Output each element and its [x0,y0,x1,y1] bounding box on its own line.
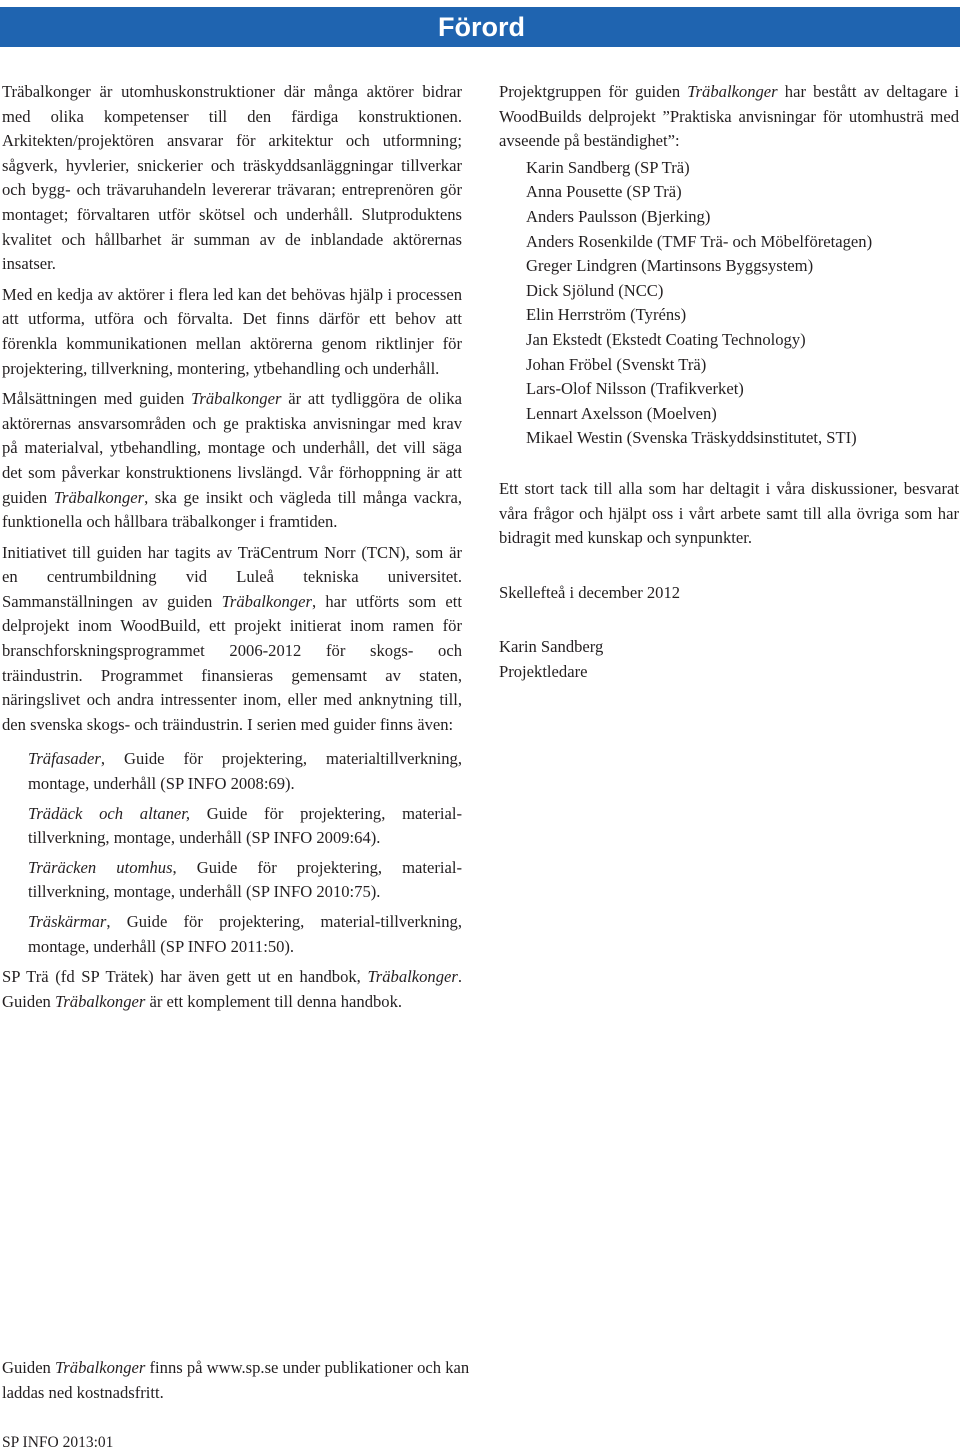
process-paragraph: Med en kedja av aktörer i flera led kan det behövas hjälp i processen att utforma, utföra och förvalta. Det finns därför ett behov att förenkla kommunikationen mellan aktörerna genom riktlinjer för projektering, tillverkning, montering, ytbehandling och underhåll. [2,284,462,378]
signature-block [499,635,959,684]
guide-item: Träräcken utomhus, Guide för projektering, material-tillverkning, montage, underhåll (SP INFO 2010:75). [28,857,462,902]
member-item: Lennart Axelsson (Moelven) [526,403,717,423]
page-title: Förord [438,12,525,42]
project-group-members [499,156,959,451]
place-date: Skellefteå i december 2012 [499,582,681,602]
guide-item: Träfasader, Guide för projektering, materialtillverkning, montage, underhåll (SP INFO 2008:69). [28,749,462,794]
header-bar [0,7,960,47]
member-item: Karin Sandberg (SP Trä) [526,157,690,177]
goal-paragraph: Målsättningen med guiden Träbalkonger är att tydliggöra de olika aktörernas ansvarsområden och ge praktiska anvisningar med krav på materialval, ytbehandling, montage och underhåll, det vill säga det som påverkar konstruktionens livslängd. Vår förhoppning är att guiden Träbalkonger, ska ge insikt och vägleda till många vackra, funktionella och hållbara träbalkonger i framtiden. [2,389,463,532]
guide-item: Trädäck och altaner, Guide för projektering, material-tillverkning, montage, underhåll (SP INFO 2009:64). [28,803,462,848]
project-group-intro: Projektgruppen för guiden Träbalkonger har bestått av deltagare i WoodBuilds delprojekt ”Praktiska anvisningar för utomhusträ med avseende på beständighet”: [499,82,959,151]
member-item: Dick Sjölund (NCC) [526,280,664,300]
guide-item: Träskärmar, Guide för projektering, material-tillverkning, montage, underhåll (SP INFO 2011:50). [28,912,462,956]
initiative-paragraph: Initiativet till guiden har tagits av TräCentrum Norr (TCN), som är en centrumbildning vid Luleå tekniska universitet. Sammanställningen av guiden Träbalkonger, har utförts som ett delprojekt inom WoodBuild, ett projekt initierat inom ramen för branschforskningsprogrammet 2006-2012 för skogs- och träindustrin. Programmet finansieras gemensamt av staten, näringslivet och andra intressenter inom, eller med anknytning till, den svenska skogs- och träindustrin. I serien med guider finns även: [2,542,462,734]
member-item: Jan Ekstedt (Ekstedt Coating Technology) [526,329,806,349]
thanks-paragraph: Ett stort tack till alla som har deltagit i våra diskussioner, besvarat våra frågor och hjälpt oss i vårt arbete samt till alla övriga som har bidragit med kunskap och synpunkter. [499,478,959,548]
intro-paragraph: Träbalkonger är utomhuskonstruktioner där många aktörer bidrar med olika kompetenser till den färdiga konstruktionen. Arkitekten/projektören ansvarar för arkitektur och utformning; sågverk, hyvlerier, snickerier och träskyddsanläggningar tillverkar och bygg- och trävaruhandeln levererar trävaran; entreprenören gör montaget; förvaltaren utför skötsel och underhåll. Slutproduktens kvalitet och hållbarhet är summan av de inblandade aktörernas insatser. [2,82,462,274]
member-item: Anders Paulsson (Bjerking) [526,206,711,226]
member-item: Mikael Westin (Svenska Träskyddsinstitutet, STI) [526,428,857,448]
signature-role: Projektledare [499,661,588,681]
right-column [499,80,959,684]
member-item: Lars-Olof Nilsson (Trafikverket) [526,379,744,399]
signature-name: Karin Sandberg [499,637,604,657]
member-item: Greger Lindgren (Martinsons Byggsystem) [526,256,814,276]
handbook-paragraph: SP Trä (fd SP Trätek) har även gett ut en handbok, Träbalkonger. Guiden Träbalkonger är ett komplement till denna handbok. [2,967,462,1011]
guide-series-list [2,747,462,959]
member-item: Johan Fröbel (Svenskt Trä) [526,354,707,374]
member-item: Anna Pousette (SP Trä) [526,182,682,202]
member-item: Anders Rosenkilde (TMF Trä- och Möbelföretagen) [526,231,873,251]
member-item: Elin Herrström (Tyréns) [526,305,687,325]
left-column [2,80,462,1014]
availability-note: Guiden Träbalkonger finns på www.sp.se under publikationer och kan laddas ned kostnadsfritt. [2,1358,470,1402]
document-id-footer: SP INFO 2013:01 [2,1434,114,1451]
